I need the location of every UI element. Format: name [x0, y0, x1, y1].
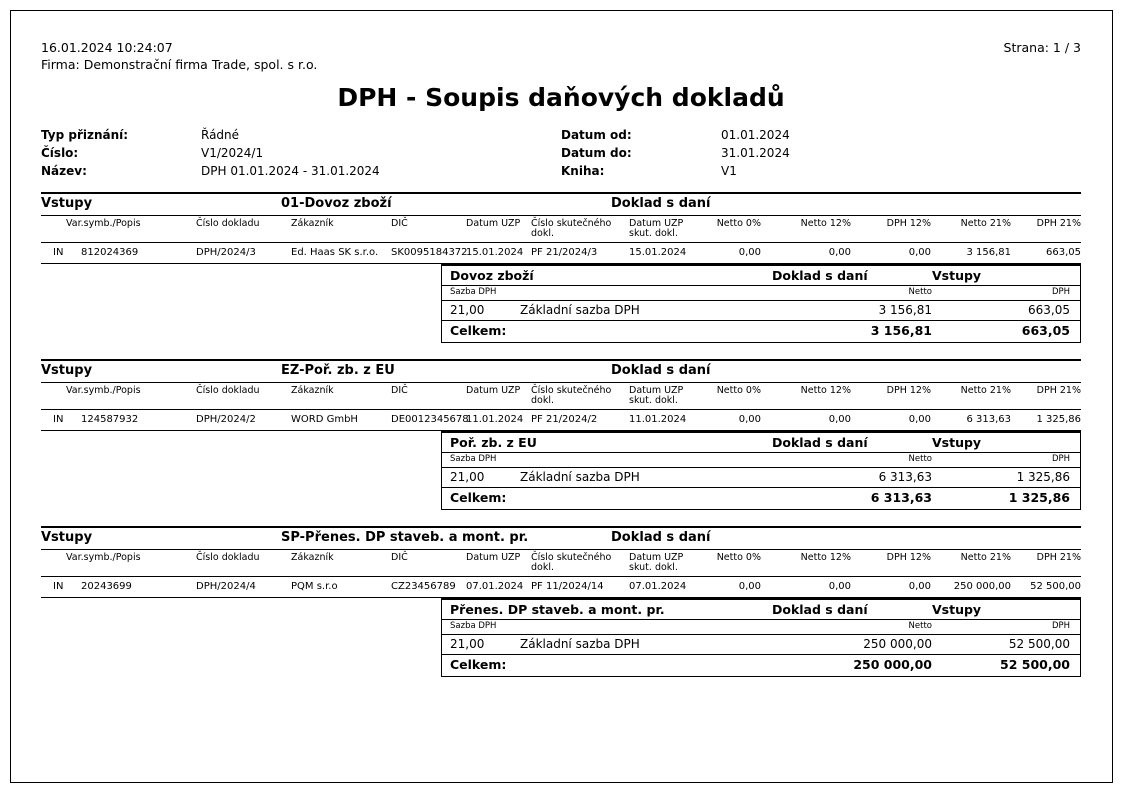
col-datum-uzp-skut: Datum UZP: [629, 385, 684, 396]
summary-total-netto: 250 000,00: [853, 657, 932, 672]
col-zakaznik: Zákazník: [291, 218, 334, 229]
row-netto-12: 0,00: [828, 581, 851, 592]
col-dph-12: DPH 12%: [886, 218, 931, 229]
section-kind: Vstupy: [41, 363, 93, 378]
summary-dph-value: 52 500,00: [1008, 637, 1070, 651]
summary-title-row: [442, 600, 1080, 620]
summary-total-label: Celkem:: [450, 490, 507, 505]
col-zakaznik: Zákazník: [291, 385, 334, 396]
summary-dph-label: DPH: [1051, 287, 1070, 297]
meta-row: [561, 144, 1081, 162]
company-name: Firma: Demonstrační firma Trade, spol. s r.o.: [41, 57, 318, 72]
meta-row: [561, 126, 1081, 144]
col-dph-21: DPH 21%: [1036, 552, 1081, 563]
summary-dph-label: DPH: [1051, 454, 1070, 464]
section-title: 01-Dovoz zboží: [281, 196, 392, 211]
summary-rate: 21,00: [450, 637, 485, 651]
row-netto-0: 0,00: [738, 247, 761, 258]
summary-title: Poř. zb. z EU: [450, 435, 537, 450]
section-title: SP-Přenes. DP staveb. a mont. pr.: [281, 530, 529, 545]
summary-sazba-label: Sazba DPH: [450, 454, 497, 464]
meta-column-left: [41, 126, 561, 180]
section-header: [41, 192, 1081, 216]
row-varsymb: 20243699: [81, 581, 132, 592]
summary-total-dph: 52 500,00: [1000, 657, 1070, 672]
row-netto-21: 250 000,00: [953, 581, 1011, 592]
header-left: [41, 39, 317, 73]
column-headers: [41, 216, 1081, 243]
section-dovoz-zbozi: [41, 192, 1081, 343]
meta-value: V1: [721, 164, 737, 178]
col-zakaznik: Zákazník: [291, 552, 334, 563]
row-real-doc: PF 11/2024/14: [531, 581, 604, 592]
section-kind: Vstupy: [41, 196, 93, 211]
summary-netto-value: 250 000,00: [863, 637, 932, 651]
section-doklad-label: Doklad s daní: [611, 363, 711, 378]
row-dph-21: 1 325,86: [1036, 414, 1081, 425]
row-doc-no: DPH/2024/4: [196, 581, 256, 592]
summary-rate-label: Základní sazba DPH: [520, 637, 640, 651]
row-type: IN: [53, 414, 64, 425]
row-dph-12: 0,00: [908, 581, 931, 592]
col-cislo-skutecneho: Číslo skutečného: [531, 552, 612, 563]
meta-label: Číslo:: [41, 146, 79, 160]
row-dph-12: 0,00: [908, 247, 931, 258]
summary-rate-label: Základní sazba DPH: [520, 470, 640, 484]
col-netto-0: Netto 0%: [716, 218, 761, 229]
col-datum-uzp-skut-2: skut. dokl.: [629, 228, 678, 239]
col-cislo-dokladu: Číslo dokladu: [196, 218, 260, 229]
table-row: [41, 410, 1081, 431]
report-header: [41, 39, 1081, 73]
meta-row: [41, 162, 561, 180]
summary-total-dph: 663,05: [1021, 323, 1070, 338]
summary-vstupy-label: Vstupy: [932, 268, 982, 283]
col-varsymb: Var.symb./Popis: [66, 218, 141, 229]
col-datum-uzp: Datum UZP: [466, 552, 521, 563]
col-dic: DIČ: [391, 385, 408, 396]
summary-rate-row: [442, 635, 1080, 655]
col-datum-uzp: Datum UZP: [466, 385, 521, 396]
meta-label: Datum od:: [561, 128, 632, 142]
col-netto-12: Netto 12%: [800, 218, 851, 229]
col-datum-uzp-skut: Datum UZP: [629, 218, 684, 229]
col-cislo-skutecneho-2: dokl.: [531, 228, 555, 239]
col-netto-12: Netto 12%: [800, 385, 851, 396]
summary-title: Dovoz zboží: [450, 268, 534, 283]
col-cislo-skutecneho-2: dokl.: [531, 395, 555, 406]
col-varsymb: Var.symb./Popis: [66, 552, 141, 563]
summary-total-row: [442, 321, 1080, 342]
row-vat-id: CZ23456789: [391, 581, 456, 592]
page-title: DPH - Soupis daňových dokladů: [337, 83, 785, 112]
row-netto-12: 0,00: [828, 414, 851, 425]
section-doklad-label: Doklad s daní: [611, 196, 711, 211]
report-meta: [41, 126, 1081, 182]
row-customer: PQM s.r.o: [291, 581, 338, 592]
meta-label: Kniha:: [561, 164, 605, 178]
meta-row: [561, 162, 1081, 180]
summary-doklad-label: Doklad s daní: [772, 602, 868, 617]
row-date-real: 07.01.2024: [629, 581, 687, 592]
summary-total-netto: 6 313,63: [870, 490, 932, 505]
summary-total-netto: 3 156,81: [870, 323, 932, 338]
col-cislo-dokladu: Číslo dokladu: [196, 552, 260, 563]
meta-value: Řádné: [201, 128, 240, 142]
summary-total-dph: 1 325,86: [1008, 490, 1070, 505]
section-summary: [441, 431, 1081, 510]
print-datetime: 16.01.2024 10:24:07: [41, 40, 173, 55]
summary-doklad-label: Doklad s daní: [772, 268, 868, 283]
row-varsymb: 812024369: [81, 247, 139, 258]
summary-netto-label: Netto: [908, 287, 932, 297]
summary-netto-value: 6 313,63: [878, 470, 932, 484]
summary-title-row: [442, 433, 1080, 453]
section-header: [41, 359, 1081, 383]
summary-netto-label: Netto: [908, 454, 932, 464]
summary-doklad-label: Doklad s daní: [772, 435, 868, 450]
meta-label: Typ přiznání:: [41, 128, 129, 142]
col-dic: DIČ: [391, 552, 408, 563]
report-sheet: [10, 10, 1113, 783]
section-doklad-label: Doklad s daní: [611, 530, 711, 545]
section-summary: [441, 598, 1081, 677]
meta-value: 31.01.2024: [721, 146, 790, 160]
summary-vstupy-label: Vstupy: [932, 435, 982, 450]
meta-value: 01.01.2024: [721, 128, 790, 142]
summary-rate: 21,00: [450, 470, 485, 484]
meta-column-right: [561, 126, 1081, 180]
col-datum-uzp: Datum UZP: [466, 218, 521, 229]
summary-rate-label: Základní sazba DPH: [520, 303, 640, 317]
summary-rate-row: [442, 301, 1080, 321]
section-summary: [441, 264, 1081, 343]
col-netto-21: Netto 21%: [960, 218, 1011, 229]
summary-total-label: Celkem:: [450, 657, 507, 672]
row-varsymb: 124587932: [81, 414, 139, 425]
col-dph-12: DPH 12%: [886, 552, 931, 563]
col-dic: DIČ: [391, 218, 408, 229]
summary-netto-value: 3 156,81: [878, 303, 932, 317]
section-por-zb-eu: [41, 359, 1081, 510]
col-netto-0: Netto 0%: [716, 552, 761, 563]
row-date-real: 15.01.2024: [629, 247, 687, 258]
page-number: Strana: 1 / 3: [1003, 40, 1081, 55]
col-cislo-skutecneho-2: dokl.: [531, 562, 555, 573]
col-datum-uzp-skut-2: skut. dokl.: [629, 562, 678, 573]
col-cislo-skutecneho: Číslo skutečného: [531, 218, 612, 229]
table-row: [41, 577, 1081, 598]
col-dph-21: DPH 21%: [1036, 218, 1081, 229]
row-real-doc: PF 21/2024/3: [531, 247, 598, 258]
row-date-uzp: 11.01.2024: [466, 414, 524, 425]
row-netto-21: 3 156,81: [966, 247, 1011, 258]
row-customer: Ed. Haas SK s.r.o.: [291, 247, 379, 258]
summary-sazba-label: Sazba DPH: [450, 287, 497, 297]
section-title: EZ-Poř. zb. z EU: [281, 363, 395, 378]
col-netto-0: Netto 0%: [716, 385, 761, 396]
row-real-doc: PF 21/2024/2: [531, 414, 598, 425]
row-date-uzp: 15.01.2024: [466, 247, 524, 258]
meta-label: Datum do:: [561, 146, 632, 160]
summary-subheader: [442, 286, 1080, 301]
summary-sazba-label: Sazba DPH: [450, 621, 497, 631]
row-netto-21: 6 313,63: [966, 414, 1011, 425]
row-type: IN: [53, 581, 64, 592]
row-date-real: 11.01.2024: [629, 414, 687, 425]
row-dph-12: 0,00: [908, 414, 931, 425]
col-netto-21: Netto 21%: [960, 552, 1011, 563]
section-header: [41, 526, 1081, 550]
row-netto-12: 0,00: [828, 247, 851, 258]
col-dph-12: DPH 12%: [886, 385, 931, 396]
summary-rate: 21,00: [450, 303, 485, 317]
meta-label: Název:: [41, 164, 87, 178]
row-date-uzp: 07.01.2024: [466, 581, 524, 592]
col-varsymb: Var.symb./Popis: [66, 385, 141, 396]
report-body: [41, 39, 1081, 677]
section-prenes-dp: [41, 526, 1081, 677]
col-datum-uzp-skut-2: skut. dokl.: [629, 395, 678, 406]
summary-subheader: [442, 453, 1080, 468]
row-netto-0: 0,00: [738, 581, 761, 592]
row-netto-0: 0,00: [738, 414, 761, 425]
section-kind: Vstupy: [41, 530, 93, 545]
meta-value: DPH 01.01.2024 - 31.01.2024: [201, 164, 380, 178]
row-customer: WORD GmbH: [291, 414, 358, 425]
summary-total-row: [442, 488, 1080, 509]
summary-dph-value: 663,05: [1028, 303, 1070, 317]
meta-row: [41, 144, 561, 162]
col-cislo-dokladu: Číslo dokladu: [196, 385, 260, 396]
column-headers: [41, 383, 1081, 410]
row-dph-21: 663,05: [1046, 247, 1081, 258]
column-headers: [41, 550, 1081, 577]
table-row: [41, 243, 1081, 264]
col-cislo-skutecneho: Číslo skutečného: [531, 385, 612, 396]
summary-title-row: [442, 266, 1080, 286]
col-netto-21: Netto 21%: [960, 385, 1011, 396]
meta-row: [41, 126, 561, 144]
col-datum-uzp-skut: Datum UZP: [629, 552, 684, 563]
summary-title: Přenes. DP staveb. a mont. pr.: [450, 602, 665, 617]
summary-total-row: [442, 655, 1080, 676]
row-dph-21: 52 500,00: [1030, 581, 1081, 592]
summary-total-label: Celkem:: [450, 323, 507, 338]
summary-vstupy-label: Vstupy: [932, 602, 982, 617]
row-doc-no: DPH/2024/2: [196, 414, 256, 425]
summary-rate-row: [442, 468, 1080, 488]
col-dph-21: DPH 21%: [1036, 385, 1081, 396]
summary-subheader: [442, 620, 1080, 635]
row-vat-id: SK0095184372: [391, 247, 468, 258]
row-type: IN: [53, 247, 64, 258]
summary-netto-label: Netto: [908, 621, 932, 631]
row-vat-id: DE0012345678: [391, 414, 469, 425]
summary-dph-value: 1 325,86: [1016, 470, 1070, 484]
summary-dph-label: DPH: [1051, 621, 1070, 631]
col-netto-12: Netto 12%: [800, 552, 851, 563]
meta-value: V1/2024/1: [201, 146, 264, 160]
row-doc-no: DPH/2024/3: [196, 247, 256, 258]
